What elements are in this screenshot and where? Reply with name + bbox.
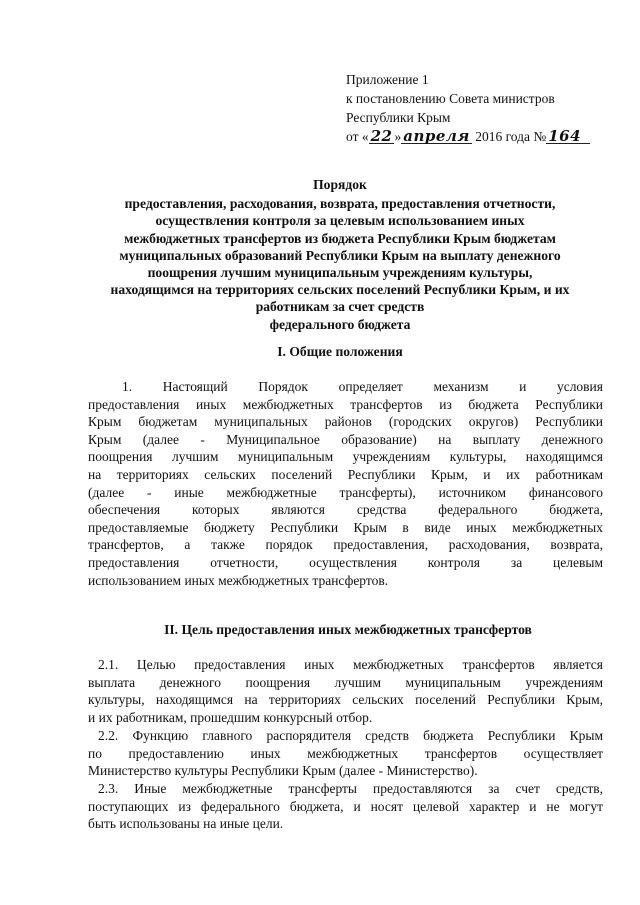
paragraph-line: предоставляемые бюджету Республики Крым в виде иных межбюджетных: [88, 519, 603, 535]
paragraph-line: 2.3. Иные межбюджетные трансферты предоставляются за счет средств,: [98, 781, 603, 796]
document-title: [70, 176, 610, 333]
date-mid: »: [394, 129, 402, 144]
paragraph-2-3: [88, 780, 603, 833]
resolution-number: 164: [546, 129, 590, 144]
appendix-label: Приложение 1: [346, 72, 429, 87]
paragraph-line: поступающих из федерального бюджета, и носят целевой характер и не могут: [88, 798, 603, 814]
resolution-ref: к постановлению Совета министров: [346, 91, 555, 106]
title-line: поощрения лучшим муниципальным учреждениям культуры,: [147, 265, 533, 281]
date-prefix: от «: [346, 129, 369, 144]
paragraph-line: (далее - иные межбюджетные трансферты), источником финансового: [88, 484, 603, 500]
republic-name: Республики Крым: [346, 110, 451, 125]
paragraph-line: 1. Настоящий Порядок определяет механизм и условия: [122, 379, 603, 394]
paragraph-1: [88, 378, 603, 589]
paragraph-2-1: [88, 656, 603, 726]
paragraph-line: поощрения лучшим муниципальным учреждениям культуры, находящимся: [88, 449, 603, 465]
date-year: 2016 года №: [475, 129, 547, 144]
paragraph-line: и их работникам, прошедшим конкурсный отбор.: [88, 709, 373, 725]
title-line: работникам за счет средств: [255, 299, 425, 315]
appendix-header: [346, 70, 636, 146]
paragraph-line: Крым бюджетам муниципальных районов (городских округов) Республики: [88, 414, 603, 430]
paragraph-line: трансфертов, а также порядок предоставления, расходования, возврата,: [88, 537, 603, 553]
paragraph-2-2: [88, 727, 603, 780]
paragraph-line: на территориях сельских поселений Республики Крым, и их работникам: [88, 466, 603, 482]
section-1-heading: I. Общие положения: [277, 344, 403, 359]
section-2-heading: II. Цель предоставления иных межбюджетных трансфертов: [164, 622, 532, 637]
title-line: находящимся на территориях сельских поселений Республики Крым, и их: [110, 282, 570, 298]
paragraph-line: культуры, находящимся на территориях сельских поселений Республики Крым,: [88, 692, 603, 708]
title-line: федерального бюджета: [269, 316, 411, 332]
date-month: апреля: [403, 127, 470, 145]
title-line: предоставления, расходования, возврата, предоставления отчетности,: [124, 196, 556, 212]
paragraph-line: 2.2. Функцию главного распорядителя средств бюджета Республики Крым: [98, 728, 603, 743]
title-heading: Порядок: [313, 177, 367, 192]
paragraph-line: предоставления иных межбюджетных трансфертов из бюджета Республики: [88, 396, 603, 412]
paragraph-line: по предоставлению иных межбюджетных трансфертов осуществляет: [88, 745, 603, 761]
paragraph-line: Министерство культуры Республики Крым (далее - Министерство).: [88, 763, 478, 779]
title-line: межбюджетных трансфертов из бюджета Республики Крым бюджетам: [124, 230, 556, 246]
paragraph-line: быть использованы на иные цели.: [88, 816, 284, 832]
paragraph-line: 2.1. Целью предоставления иных межбюджетных трансфертов является: [98, 657, 603, 672]
title-line: осуществления контроля за целевым использованием иных: [155, 213, 525, 229]
paragraph-line: выплата денежного поощрения лучшим муниципальным учреждениям: [88, 674, 603, 690]
title-line: муниципальных образований Республики Крым на выплату денежного: [119, 247, 561, 263]
paragraph-line: Крым (далее - Муниципальное образование) на выплату денежного: [88, 431, 603, 447]
date-line: [346, 127, 636, 146]
paragraph-line: использованием иных межбюджетных трансфертов.: [88, 572, 389, 588]
paragraph-line: обеспечения которых являются средства федерального бюджета,: [88, 502, 603, 518]
date-day: 22: [370, 127, 393, 145]
paragraph-line: предоставления отчетности, осуществления контроля за целевым: [88, 554, 603, 570]
